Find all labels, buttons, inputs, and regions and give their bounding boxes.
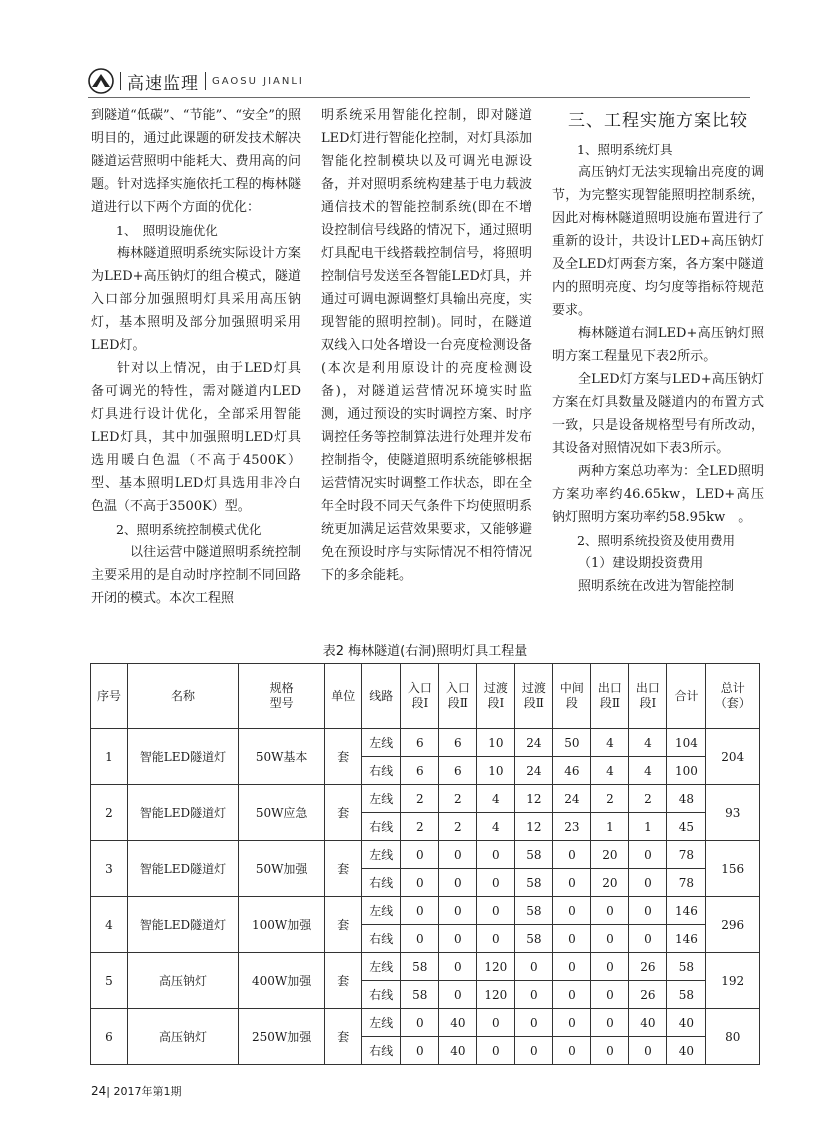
cell-value: 46 [553, 757, 591, 785]
cell-value: 4 [477, 785, 515, 813]
header-segment-line: 出口 [597, 681, 622, 695]
cell-value: 4 [477, 813, 515, 841]
page-footer [91, 1083, 181, 1099]
cell-value: 23 [553, 813, 591, 841]
paragraph: 高压钠灯无法实现输出亮度的调节，为完整实现智能照明控制系统，因此对梅林隧道照明设施布置进行了重新的设计，共设计LED+高压钠灯及全LED灯两套方案，各方案中隧道内的照明亮度、均匀度等指标符规范要求。 [552, 165, 764, 318]
cell-value: 2 [439, 785, 477, 813]
cell-subtotal: 48 [667, 785, 706, 813]
cell-total: 192 [706, 953, 760, 1009]
cell-value: 58 [515, 869, 553, 897]
cell-no: 3 [91, 841, 128, 897]
cell-value: 24 [515, 757, 553, 785]
paragraph: 1、 照明设施优化 [116, 223, 218, 238]
cell-total: 204 [706, 729, 760, 785]
cell-line: 左线 [362, 897, 401, 925]
cell-line: 右线 [362, 869, 401, 897]
cell-value: 0 [629, 841, 667, 869]
cell-value: 0 [401, 897, 439, 925]
cell-line: 右线 [362, 757, 401, 785]
table-row [91, 841, 760, 869]
paragraph: 以往运营中隧道照明系统控制主要采用的是自动时序控制不同回路开闭的模式。本次工程照 [91, 545, 301, 606]
cell-value: 0 [591, 1009, 629, 1037]
cell-value: 0 [515, 953, 553, 981]
cell-subtotal: 78 [667, 869, 706, 897]
cell-spec: 50W基本 [238, 729, 324, 785]
cell-value: 58 [515, 925, 553, 953]
cell-value: 0 [515, 1009, 553, 1037]
header-segment-line: 出口 [635, 681, 660, 695]
cell-value: 0 [553, 925, 591, 953]
cell-value: 24 [553, 785, 591, 813]
header-segment-line: 过渡 [521, 681, 546, 695]
header-total-line: （套） [714, 696, 751, 710]
cell-no: 6 [91, 1009, 128, 1065]
header-segment-line: 入口 [445, 681, 470, 695]
cell-subtotal: 78 [667, 841, 706, 869]
cell-value: 0 [591, 1037, 629, 1065]
cell-value: 0 [401, 925, 439, 953]
cell-unit: 套 [325, 841, 362, 897]
paragraph: 明系统采用智能化控制，即对隧道LED灯进行智能化控制，对灯具添加智能化控制模块以及可调光电源设备，并对照明系统构建基于电力载波通信技术的智能控制系统(即在不增设控制信号线路的情况下，通过照明灯具配电干线搭载控制信号，将照明控制信号发送至各智能LED灯具，并通过可调电源调整灯具输出亮度，实现智能的照明控制)。同时，在隧道双线入口处各增设一台亮度检测设备(本次是利用原设计的亮度检测设备)，对隧道运营情况环境实时监测，通过预设的实时调控方案、时序调控任务等控制算法进行处理并发布控制指令，使隧道照明系统能够根据运营情况实时调整工作状态，即在全年全时段不同天气条件下均使照明系统更加满足运营效果要求，又能够避免在预设时序与实际情况不相符情况下的多余能耗。 [321, 108, 532, 583]
cell-name: 智能LED隧道灯 [127, 785, 238, 841]
header-segment-line: 段Ⅰ [639, 696, 657, 710]
table-body [91, 729, 760, 1065]
cell-value: 58 [401, 981, 439, 1009]
text-column-1 [91, 104, 301, 610]
cell-value: 58 [515, 841, 553, 869]
cell-name: 智能LED隧道灯 [127, 729, 238, 785]
header-segment [401, 664, 439, 729]
cell-value: 0 [439, 897, 477, 925]
paragraph: （1）建设期投资费用 [578, 556, 704, 571]
table-caption: 表2 梅林隧道(右洞)照明灯具工程量 [322, 644, 528, 659]
header-spec-line: 型号 [269, 696, 294, 710]
header-segment [629, 664, 667, 729]
cell-value: 20 [591, 869, 629, 897]
cell-name: 智能LED隧道灯 [127, 897, 238, 953]
cell-value: 12 [515, 813, 553, 841]
page-header [88, 66, 304, 96]
cell-value: 26 [629, 981, 667, 1009]
cell-value: 40 [439, 1037, 477, 1065]
header-line: 线路 [362, 664, 401, 729]
cell-value: 0 [477, 925, 515, 953]
cell-value: 0 [401, 869, 439, 897]
journal-logo-icon [88, 68, 114, 94]
text-column-2 [321, 104, 532, 587]
cell-spec: 50W应急 [238, 785, 324, 841]
cell-no: 4 [91, 897, 128, 953]
header-rule [88, 97, 750, 98]
paragraph: 照明系统在改进为智能控制 [578, 579, 735, 594]
paragraph: 2、照明系统控制模式优化 [116, 522, 262, 537]
cell-value: 0 [477, 869, 515, 897]
header-segment [591, 664, 629, 729]
header-segment [553, 664, 591, 729]
cell-subtotal: 58 [667, 981, 706, 1009]
header-segment-line: 段Ⅱ [447, 696, 468, 710]
page-number: 24 [91, 1084, 107, 1098]
cell-value: 2 [439, 813, 477, 841]
cell-spec: 250W加强 [238, 1009, 324, 1065]
header-divider [205, 72, 206, 90]
paragraph: 到隧道“低碳”、“节能”、“安全”的照明目的，通过此课题的研发技术解决隧道运营照明中能耗大、费用高的问题。针对选择实施依托工程的梅林隧道进行以下两个方面的优化： [91, 108, 301, 215]
cell-no: 5 [91, 953, 128, 1009]
cell-value: 4 [629, 757, 667, 785]
header-segment-line: 段Ⅰ [411, 696, 429, 710]
cell-subtotal: 100 [667, 757, 706, 785]
cell-spec: 400W加强 [238, 953, 324, 1009]
cell-total: 156 [706, 841, 760, 897]
cell-value: 0 [477, 1009, 515, 1037]
cell-value: 50 [553, 729, 591, 757]
cell-value: 2 [591, 785, 629, 813]
equipment-table [90, 663, 760, 1065]
cell-subtotal: 104 [667, 729, 706, 757]
cell-total: 80 [706, 1009, 760, 1065]
table-row [91, 953, 760, 981]
paragraph: 全LED灯方案与LED+高压钠灯方案在灯具数量及隧道内的布置方式一致，只是设备规格型号有所改动，其设备对照情况如下表3所示。 [552, 372, 764, 456]
journal-title-en: GAOSU JIANLI [212, 75, 304, 87]
header-segment [439, 664, 477, 729]
issue-label: 2017年第1期 [113, 1085, 182, 1098]
table-row [91, 1009, 760, 1037]
cell-value: 10 [477, 757, 515, 785]
cell-value: 0 [629, 925, 667, 953]
cell-name: 高压钠灯 [127, 1009, 238, 1065]
table-row [91, 785, 760, 813]
cell-value: 58 [515, 897, 553, 925]
cell-value: 0 [591, 981, 629, 1009]
header-segment [477, 664, 515, 729]
cell-value: 0 [401, 841, 439, 869]
cell-line: 右线 [362, 813, 401, 841]
header-segment-line: 中间 [559, 681, 584, 695]
cell-value: 26 [629, 953, 667, 981]
header-segment-line: 入口 [407, 681, 432, 695]
cell-value: 0 [401, 1009, 439, 1037]
cell-unit: 套 [325, 729, 362, 785]
table-row [91, 897, 760, 925]
header-subtotal: 合计 [667, 664, 706, 729]
cell-subtotal: 146 [667, 897, 706, 925]
text-column-3 [552, 104, 764, 598]
cell-value: 120 [477, 953, 515, 981]
paragraph: 两种方案总功率为：全LED照明方案功率约46.65kw，LED+高压钠灯照明方案功率约58.95kw 。 [552, 464, 764, 525]
journal-title: 高速监理 [127, 73, 199, 94]
header-total [706, 664, 760, 729]
cell-value: 0 [591, 925, 629, 953]
cell-line: 左线 [362, 953, 401, 981]
header-spec-line: 规格 [269, 681, 294, 695]
cell-value: 4 [591, 729, 629, 757]
cell-line: 右线 [362, 925, 401, 953]
table-row [91, 729, 760, 757]
cell-value: 0 [439, 953, 477, 981]
cell-total: 93 [706, 785, 760, 841]
header-segment-line: 过渡 [483, 681, 508, 695]
cell-total: 296 [706, 897, 760, 953]
header-segment-line: 段Ⅱ [599, 696, 620, 710]
cell-value: 2 [401, 813, 439, 841]
cell-value: 1 [629, 813, 667, 841]
header-total-line: 总计 [720, 681, 745, 695]
cell-value: 120 [477, 981, 515, 1009]
cell-no: 1 [91, 729, 128, 785]
cell-spec: 50W加强 [238, 841, 324, 897]
footer-divider: | [106, 1085, 114, 1098]
cell-subtotal: 146 [667, 925, 706, 953]
header-no: 序号 [91, 664, 128, 729]
cell-name: 智能LED隧道灯 [127, 841, 238, 897]
paragraph: 1、照明系统灯具 [577, 142, 673, 157]
cell-value: 0 [553, 1037, 591, 1065]
cell-unit: 套 [325, 953, 362, 1009]
cell-unit: 套 [325, 785, 362, 841]
cell-value: 0 [439, 981, 477, 1009]
header-name: 名称 [127, 664, 238, 729]
cell-value: 0 [477, 1037, 515, 1065]
header-divider [120, 72, 121, 90]
cell-value: 0 [515, 981, 553, 1009]
cell-value: 24 [515, 729, 553, 757]
cell-value: 0 [515, 1037, 553, 1065]
cell-value: 6 [401, 757, 439, 785]
section-title: 三、工程实施方案比较 [568, 111, 748, 131]
cell-line: 右线 [362, 1037, 401, 1065]
cell-subtotal: 58 [667, 953, 706, 981]
header-unit: 单位 [325, 664, 362, 729]
cell-value: 2 [629, 785, 667, 813]
cell-value: 0 [553, 1009, 591, 1037]
header-segment-line: 段 [565, 696, 578, 710]
cell-value: 0 [439, 925, 477, 953]
cell-value: 0 [591, 897, 629, 925]
cell-line: 左线 [362, 841, 401, 869]
cell-value: 58 [401, 953, 439, 981]
cell-value: 2 [401, 785, 439, 813]
cell-name: 高压钠灯 [127, 953, 238, 1009]
cell-value: 0 [629, 869, 667, 897]
paragraph: 2、照明系统投资及使用费用 [577, 533, 735, 548]
header-spec [238, 664, 324, 729]
cell-line: 左线 [362, 1009, 401, 1037]
paragraph: 针对以上情况，由于LED灯具备可调光的特性，需对隧道内LED灯具进行设计优化，全部采用智能LED灯具，其中加强照明LED灯具选用暖白色温（不高于4500K）型、基本照明LED灯具选用非冷白色温（不高于3500K）型。 [91, 361, 301, 514]
cell-value: 0 [477, 897, 515, 925]
cell-line: 右线 [362, 981, 401, 1009]
cell-line: 左线 [362, 729, 401, 757]
paragraph: 梅林隧道右洞LED+高压钠灯照明方案工程量见下表2所示。 [552, 326, 764, 364]
cell-subtotal: 40 [667, 1009, 706, 1037]
cell-value: 0 [439, 841, 477, 869]
cell-value: 20 [591, 841, 629, 869]
cell-value: 0 [477, 841, 515, 869]
cell-no: 2 [91, 785, 128, 841]
cell-value: 10 [477, 729, 515, 757]
cell-value: 0 [629, 897, 667, 925]
cell-value: 0 [401, 1037, 439, 1065]
cell-unit: 套 [325, 1009, 362, 1065]
table-header [91, 664, 760, 729]
header-segment [515, 664, 553, 729]
header-segment-line: 段Ⅱ [523, 696, 544, 710]
cell-value: 0 [553, 897, 591, 925]
cell-line: 左线 [362, 785, 401, 813]
cell-value: 4 [591, 757, 629, 785]
cell-value: 0 [553, 981, 591, 1009]
cell-spec: 100W加强 [238, 897, 324, 953]
cell-value: 4 [629, 729, 667, 757]
header-segment-line: 段Ⅰ [487, 696, 505, 710]
cell-value: 0 [591, 953, 629, 981]
cell-value: 0 [553, 869, 591, 897]
cell-value: 0 [553, 841, 591, 869]
cell-value: 6 [439, 757, 477, 785]
paragraph: 梅林隧道照明系统实际设计方案为LED+高压钠灯的组合模式，隧道入口部分加强照明灯具采用高压钠灯，基本照明及部分加强照明采用LED灯。 [91, 246, 301, 353]
cell-value: 6 [439, 729, 477, 757]
cell-unit: 套 [325, 897, 362, 953]
cell-value: 1 [591, 813, 629, 841]
section-body [552, 138, 764, 598]
cell-subtotal: 40 [667, 1037, 706, 1065]
cell-value: 0 [629, 1037, 667, 1065]
cell-value: 40 [629, 1009, 667, 1037]
cell-value: 12 [515, 785, 553, 813]
cell-value: 0 [439, 869, 477, 897]
cell-subtotal: 45 [667, 813, 706, 841]
cell-value: 6 [401, 729, 439, 757]
cell-value: 40 [439, 1009, 477, 1037]
cell-value: 0 [553, 953, 591, 981]
